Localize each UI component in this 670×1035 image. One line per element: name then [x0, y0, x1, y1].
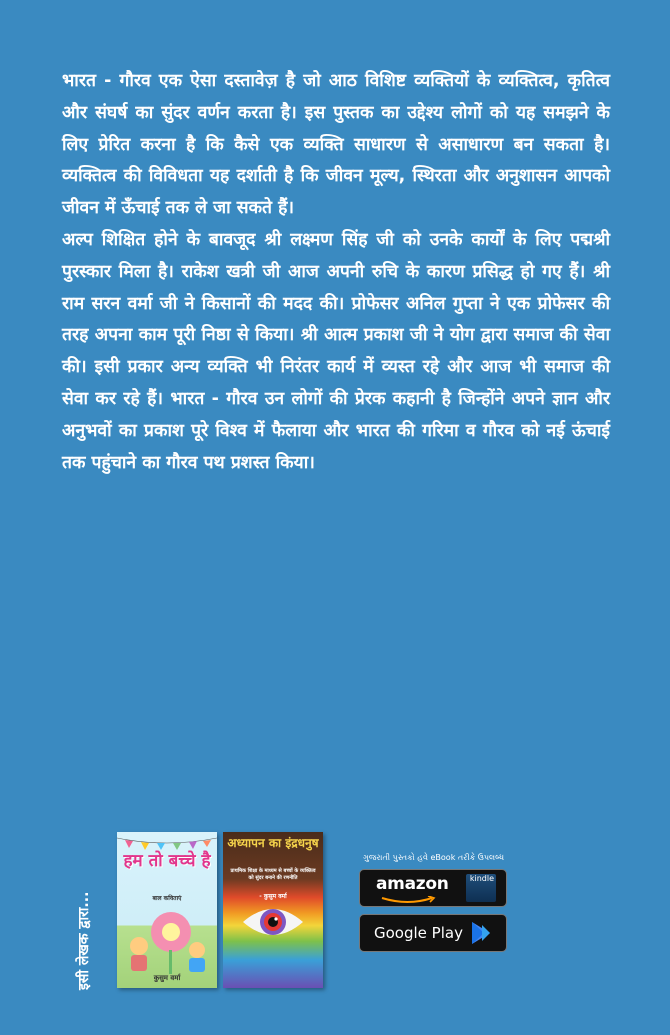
store-badges-panel	[359, 853, 509, 959]
google-play-badge[interactable]	[359, 914, 507, 952]
blurb-paragraph-2: अल्प शिक्षित होने के बावजूद श्री लक्ष्मण सिंह जी को उनके कार्यों के लिए पद्मश्री पुरस्कार मिला है। राकेश खत्री जी आज अपनी रुचि के कारण प्रसिद्ध हो गए हैं। श्री राम सरन वर्मा जी ने किसानों की मदद की। प्रोफेसर अनिल गुप्ता ने एक प्रोफेसर की तरह अपना काम पूरी निष्ठा से किया। श्री आत्म प्रकाश जी ने योग द्वारा समाज की सेवा की। इसी प्रकार अन्य व्यक्ति भी निरंतर कार्य में व्यस्त रहे और आज भी समाज की सेवा कर रहे हैं। भारत - गौरव उन लोगों की प्रेरक कहानी है जिन्होंने अपने ज्ञान और अनुभवों का प्रकाश पूरे विश्व में फैलाया और भारत की गरिमा व गौरव को नई ऊंचाई तक पहुंचाने का गौरव पथ प्रशस्त किया।	[62, 229, 610, 473]
eye-illustration	[241, 902, 305, 942]
back-cover-blurb	[62, 66, 610, 479]
ebook-availability-caption: ગુજરાતી પુસ્તકો હવે eBook તરીકે ઉપલબ્ધ	[363, 853, 505, 862]
amazon-label: amazon	[376, 874, 449, 894]
children-illustration	[117, 906, 217, 976]
blurb-paragraph-1: भारत - गौरव एक ऐसा दस्तावेज़ है जो आठ विशिष्ट व्यक्तियों के व्यक्तित्व, कृतित्व और संघर्ष का सुंदर वर्णन करता है। इस पुस्तक का उद्देश्य लोगों को यह समझने के लिए प्रेरित करना है कि कैसे एक व्यक्ति साधारण से असाधारण बन सकता है। व्यक्तित्व की विविधता यह दर्शाती है कि जीवन मूल्य, स्थिरता और अनुशासन आपको जीवन में ऊँचाई तक ले जा सकते हैं।	[62, 71, 610, 219]
kindle-logo: kindle	[466, 874, 496, 902]
book2-subtitle: प्राथमिक शिक्षा के माध्यम से बच्चों के व्यक्तित्व को सुंदर बनाने की रणनीति	[230, 868, 316, 881]
book-cover-ham-to-bachche-hai	[117, 832, 217, 988]
google-play-label: Google Play	[374, 924, 463, 942]
by-same-author-label: इसी लेखक द्वारा...	[76, 891, 92, 990]
book2-author: - कुसुम वर्मा	[259, 893, 287, 900]
amazon-kindle-badge[interactable]	[359, 869, 507, 907]
book-cover-adhyapan-ka-indradhanush	[223, 832, 323, 988]
book2-title: अध्यापन का इंद्रधनुष	[227, 836, 319, 850]
book1-author: कुसुम वर्मा	[153, 974, 181, 982]
book1-subtitle: बाल कविताएं	[152, 895, 182, 902]
google-play-books-icon	[470, 921, 492, 945]
book1-title: हम तो बच्चे है	[123, 851, 211, 871]
bunting-decoration	[117, 832, 217, 852]
amazon-smile-icon	[380, 896, 436, 904]
